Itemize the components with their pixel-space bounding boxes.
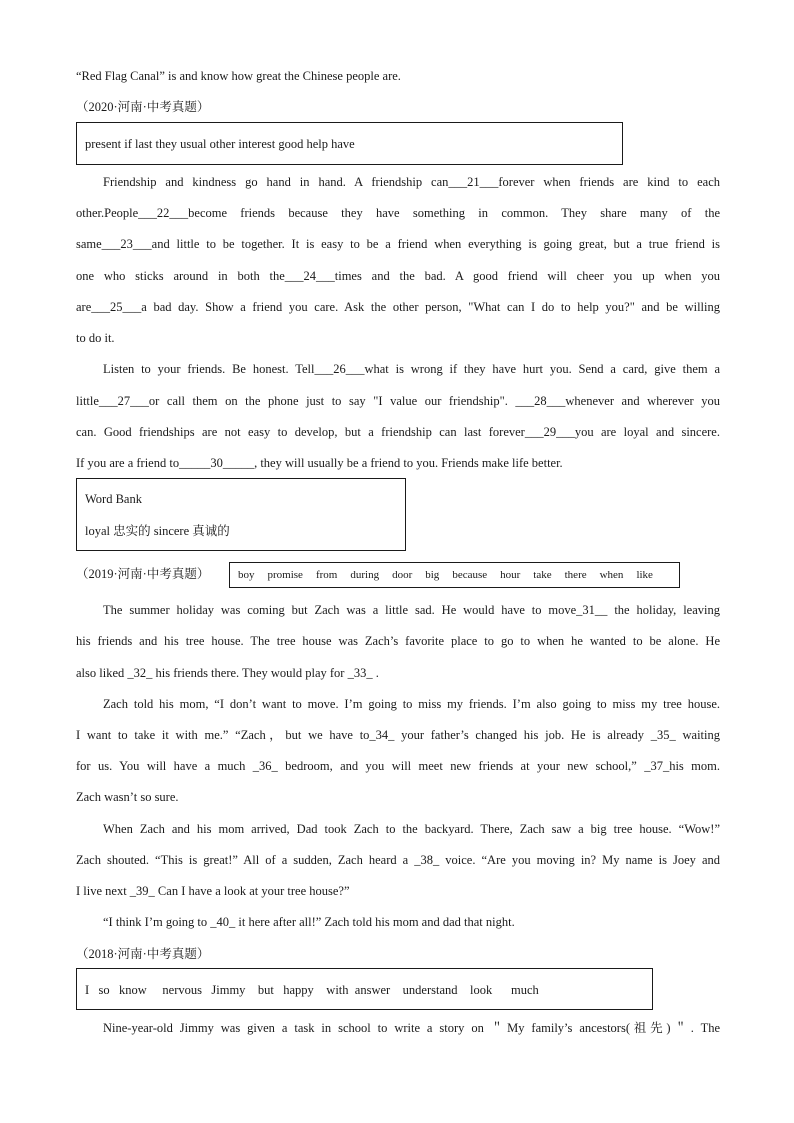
- word-item: door: [392, 569, 413, 581]
- text-line: little___27___or call them on the phone just to say "I value our friendship". ___28___whenever and wherever you: [76, 394, 720, 408]
- text-line: can. Good friendships are not easy to develop, but a friendship can last forever___29___you are loyal and sincere.: [76, 425, 720, 439]
- word-item: when: [599, 569, 624, 581]
- source-label-2020: （2020·河南·中考真题）: [76, 100, 210, 114]
- source-label-2019: （2019·河南·中考真题）: [76, 567, 210, 581]
- word-item: from: [315, 569, 338, 581]
- word-bank-box: [76, 478, 406, 551]
- text-line: The summer holiday was coming but Zach was a little sad. He would have to move_31__ the holiday, leaving: [103, 603, 720, 617]
- text-line: I live next _39_ Can I have a look at your tree house?”: [76, 884, 350, 898]
- word-list: I so know nervous Jimmy but happy with answer understand look much: [85, 983, 539, 997]
- text-line: “Red Flag Canal” is and know how great the Chinese people are.: [76, 69, 401, 83]
- text-line: Zach wasn’t so sure.: [76, 790, 179, 804]
- text-line: If you are a friend to_____30_____, they will usually be a friend to you. Friends make life better.: [76, 456, 563, 470]
- text-line: “I think I’m going to _40_ it here after all!” Zach told his mom and dad that night.: [103, 915, 515, 929]
- word-item: promise: [267, 569, 303, 581]
- word-box-2020: [76, 122, 623, 165]
- text-line: for us. You will have a much _36_ bedroom, and you will meet new friends at your new school,” _37_his mom.: [76, 759, 720, 773]
- text-line: Nine-year-old Jimmy was given a task in school to write a story on ＂My family’s ancestors(祖先)＂. The: [103, 1021, 720, 1035]
- word-box-2018: [76, 968, 653, 1010]
- word-bank-text: loyal 忠实的 sincere 真诚的: [85, 524, 230, 538]
- word-item: boy: [238, 569, 255, 581]
- word-item: hour: [500, 569, 521, 581]
- word-box-2019: [229, 562, 680, 588]
- text-line: one who sticks around in both the___24___times and the bad. A good friend will cheer you up when you: [76, 269, 720, 283]
- text-line: Zach told his mom, “I don’t want to move. I’m going to miss my friends. I’m also going to miss my tree house.: [103, 697, 720, 711]
- text-line: are___25___a bad day. Show a friend you care. Ask the other person, "What can I do to help you?" and be willing: [76, 300, 720, 314]
- word-item: because: [452, 569, 488, 581]
- text-line: I want to take it with me.” “Zach，but we have to_34_ your father’s changed his job. He is already _35_ waiting: [76, 728, 720, 742]
- word-item: take: [533, 569, 552, 581]
- word-item: like: [636, 569, 653, 581]
- text-line: Friendship and kindness go hand in hand. A friendship can___21___forever when friends are kind to each: [103, 175, 720, 189]
- word-item: big: [425, 569, 440, 581]
- text-line: Zach shouted. “This is great!” All of a sudden, Zach heard a _38_ voice. “Are you moving in? My name is Joey and: [76, 853, 720, 867]
- text-line: same___23___and little to be together. It is easy to be a friend when everything is going great, but a true friend is: [76, 237, 720, 251]
- word-bank-title: Word Bank: [85, 492, 142, 506]
- text-line: other.People___22___become friends because they have something in common. They share many of the: [76, 206, 720, 220]
- text-line: Listen to your friends. Be honest. Tell___26___what is wrong if they have hurt you. Send a card, give them a: [103, 362, 720, 376]
- text-line: When Zach and his mom arrived, Dad took Zach to the backyard. There, Zach saw a big tree house. “Wow!”: [103, 822, 720, 836]
- word-list: present if last they usual other interest good help have: [85, 137, 355, 151]
- source-label-2018: （2018·河南·中考真题）: [76, 947, 210, 961]
- word-item: during: [350, 569, 380, 581]
- text-line: to do it.: [76, 331, 115, 345]
- text-line: also liked _32_ his friends there. They would play for _33_ .: [76, 666, 379, 680]
- word-item: there: [564, 569, 587, 581]
- text-line: his friends and his tree house. The tree house was Zach’s favorite place to go to when he wanted to be alone. He: [76, 634, 720, 648]
